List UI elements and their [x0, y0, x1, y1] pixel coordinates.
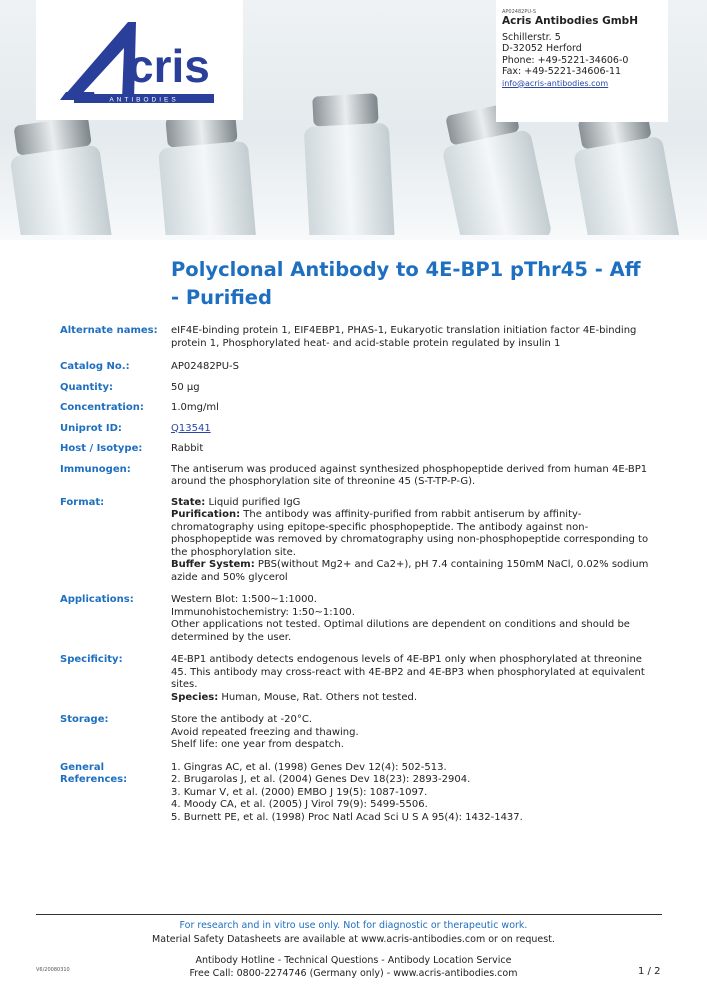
free-call-text: Free Call: 0800-2274746 (Germany only) - www.acris-antibodies.com — [189, 968, 518, 979]
svg-text:cris: cris — [128, 40, 210, 92]
company-street: Schillerstr. 5 — [502, 31, 561, 43]
detail-line: Avoid repeated freezing and thawing. — [171, 726, 359, 738]
detail-text: 4E-BP1 antibody detects endogenous levels of 4E-BP1 only when phosphorylated at threonine 45. This antibody may cross-react with 4E-BP2 and 4E-BP3 when phosphorylated at equivalent sites. — [171, 654, 645, 690]
detail-row — [0, 382, 707, 395]
detail-row — [0, 443, 707, 456]
detail-line: Western Blot: 1:500~1:1000. — [171, 594, 317, 605]
detail-label: General References: — [60, 761, 128, 785]
detail-paragraph — [171, 559, 651, 584]
document-code: AP02482PU-S — [502, 9, 536, 15]
svg-text:ANTIBODIES: ANTIBODIES — [109, 96, 179, 104]
detail-value — [171, 654, 651, 704]
version-code: V6/20080310 — [36, 967, 70, 973]
product-details — [0, 325, 707, 824]
detail-row — [0, 497, 707, 585]
detail-row — [0, 423, 707, 436]
detail-line: 3. Kumar V, et al. (2000) EMBO J 19(5): 1087-1097. — [171, 786, 428, 798]
company-fax: Fax: +49-5221-34606-11 — [502, 66, 622, 77]
detail-line: 50 µg — [171, 381, 200, 393]
detail-label: Host / Isotype: — [60, 443, 143, 454]
detail-value — [171, 443, 651, 456]
detail-value — [171, 594, 651, 644]
company-email-link[interactable]: info@acris-antibodies.com — [502, 78, 609, 88]
detail-label: Immunogen: — [60, 463, 131, 475]
detail-label: Applications: — [60, 594, 134, 605]
detail-paragraph — [171, 654, 651, 692]
detail-value — [171, 464, 651, 489]
footer-divider — [36, 914, 662, 915]
acris-logo — [36, 0, 243, 120]
detail-field-name: Buffer System: — [171, 559, 255, 570]
uniprot-link[interactable]: Q13541 — [171, 422, 211, 434]
detail-value — [171, 325, 651, 350]
detail-line: Other applications not tested. Optimal dilutions are dependent on conditions and should be determined by the user. — [171, 619, 630, 643]
detail-line: Store the antibody at -20°C. — [171, 714, 312, 725]
detail-label: Uniprot ID: — [60, 422, 122, 434]
detail-value — [171, 762, 651, 825]
detail-value — [171, 497, 651, 585]
research-use-note: For research and in vitro use only. Not for diagnostic or therapeutic work. — [179, 920, 528, 931]
detail-label: Alternate names: — [60, 325, 158, 336]
detail-line: 1. Gingras AC, et al. (1998) Genes Dev 12(4): 502-513. — [171, 761, 447, 773]
detail-label: Quantity: — [60, 381, 113, 393]
detail-label: Storage: — [60, 714, 109, 725]
detail-row — [0, 762, 707, 825]
detail-value — [171, 361, 651, 374]
detail-value — [171, 382, 651, 395]
detail-line: 4. Moody CA, et al. (2005) J Virol 79(9): 5499-5506. — [171, 799, 428, 810]
detail-paragraph — [171, 509, 651, 559]
detail-paragraph — [171, 497, 651, 510]
detail-row — [0, 594, 707, 644]
detail-row — [0, 361, 707, 374]
detail-text: PBS(without Mg2+ and Ca2+), pH 7.4 containing 150mM NaCl, 0.02% sodium azide and 50% glycerol — [171, 559, 649, 583]
detail-value — [171, 714, 651, 752]
detail-line: AP02482PU-S — [171, 361, 239, 372]
detail-field-name: Purification: — [171, 509, 241, 520]
detail-row — [0, 325, 707, 350]
detail-field-name: State: — [171, 496, 206, 508]
page-number: 1 / 2 — [638, 966, 661, 977]
detail-line: Immunohistochemistry: 1:50~1:100. — [171, 606, 355, 618]
detail-paragraph — [171, 692, 651, 705]
detail-row — [0, 714, 707, 752]
detail-label: Catalog No.: — [60, 361, 130, 372]
detail-label: Format: — [60, 496, 105, 508]
company-phone: Phone: +49-5221-34606-0 — [502, 54, 629, 66]
detail-row — [0, 464, 707, 489]
detail-text: Human, Mouse, Rat. Others not tested. — [218, 691, 417, 703]
msds-note: Material Safety Datasheets are available at www.acris-antibodies.com or on request. — [152, 934, 555, 945]
detail-value — [171, 402, 651, 415]
detail-row — [0, 654, 707, 704]
detail-line: The antiserum was produced against synthesized phosphopeptide derived from human 4E-BP1 around the phosphorylation site of threonine 45 (S-T-TP-P-G). — [171, 463, 648, 487]
detail-text: Liquid purified IgG — [205, 496, 301, 508]
hotline-text: Antibody Hotline - Technical Questions - Antibody Location Service — [195, 955, 512, 966]
company-contact-block — [496, 0, 668, 122]
detail-field-name: Species: — [171, 691, 219, 703]
product-title: Polyclonal Antibody to 4E-BP1 pThr45 - Aff - Purified — [171, 258, 641, 309]
detail-value — [171, 423, 651, 436]
detail-line: 2. Brugarolas J, et al. (2004) Genes Dev 18(23): 2893-2904. — [171, 774, 471, 785]
company-city: D-32052 Herford — [502, 43, 582, 54]
company-name: Acris Antibodies GmbH — [502, 15, 638, 27]
detail-line: Shelf life: one year from despatch. — [171, 739, 344, 750]
detail-line: 1.0mg/ml — [171, 402, 219, 413]
detail-line: eIF4E-binding protein 1, EIF4EBP1, PHAS-1, Eukaryotic translation initiation factor 4E-binding protein 1, Phosphorylated heat- and acid-stable protein regulated by insulin 1 — [171, 325, 637, 349]
detail-line: Rabbit — [171, 443, 204, 454]
detail-text: The antibody was affinity-purified from rabbit antiserum by affinity-chromatography using epitope-specific phosphopeptide. The antibody against non-phosphopeptide was removed by chromatography using non-phosphopeptide corresponding to the phosphorylation site. — [171, 509, 649, 558]
detail-row — [0, 402, 707, 415]
detail-label: Concentration: — [60, 402, 144, 413]
detail-line: 5. Burnett PE, et al. (1998) Proc Natl Acad Sci U S A 95(4): 1432-1437. — [171, 811, 523, 823]
detail-label: Specificity: — [60, 654, 123, 665]
